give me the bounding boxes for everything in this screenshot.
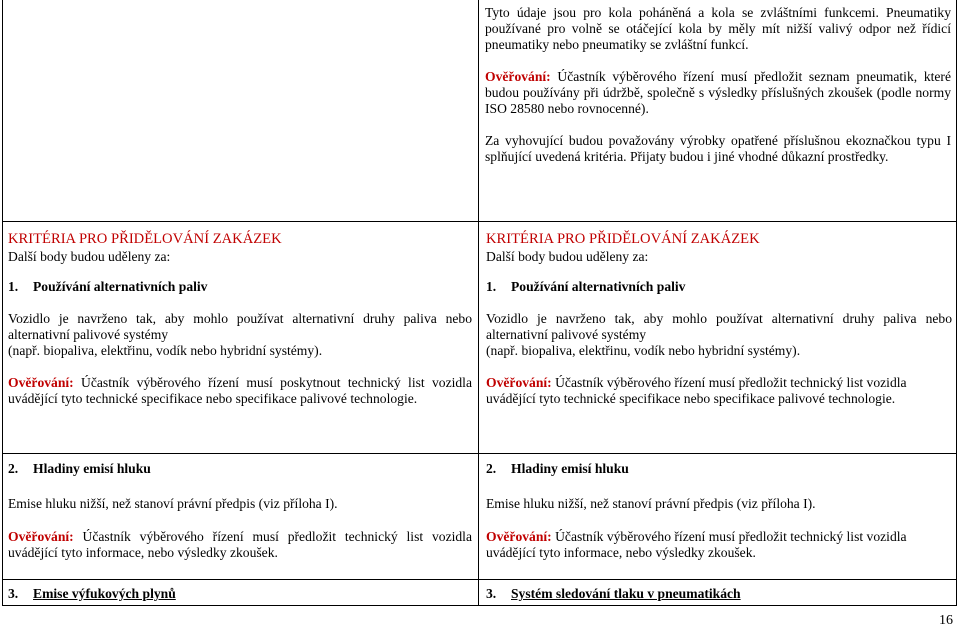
- verification-text: Účastník výběrového řízení musí předložit seznam pneumatik, které budou používány při údržbě, společně s výsledky příslušných zkoušek (podle normy ISO 28580 nebo rovnocenné).: [485, 69, 951, 116]
- table-row-divider-1: [2, 221, 957, 222]
- tyre-intro-text: Tyto údaje jsou pro kola poháněná a kola se zvláštními funkcemi. Pneumatiky používané pro volně se otáčející kola by měly mít nižší valivý odpor než řídicí pneumatiky nebo pneumatiky se zvláštní funkcí.: [485, 5, 951, 52]
- table-border-right: [956, 0, 957, 606]
- section-2-title: 2. Hladiny emisí hluku: [8, 461, 151, 476]
- section-1-verification: Ověřování: Účastník výběrového řízení musí předložit technický list vozidla uvádějící tyto technické specifikace nebo specifikace palivové technologie.: [486, 375, 907, 406]
- section-1-title: 1. Používání alternativních paliv: [8, 279, 208, 294]
- verification-label: Ověřování:: [485, 69, 551, 84]
- page-number: 16: [939, 613, 953, 628]
- section-1-text: Vozidlo je navrženo tak, aby mohlo používat alternativní druhy paliva nebo alternativní palivové systémy (např. biopaliva, elektřinu, vodík nebo hybridní systémy).: [8, 311, 472, 358]
- table-border-bottom: [2, 605, 957, 606]
- table-row-divider-2: [2, 453, 957, 454]
- tyre-verification-paragraph: [485, 69, 951, 117]
- section-1-text: Vozidlo je navrženo tak, aby mohlo používat alternativní druhy paliva nebo alternativní palivové systémy (např. biopaliva, elektřinu, vodík nebo hybridní systémy).: [486, 311, 952, 358]
- section-1-title: 1. Používání alternativních paliv: [486, 279, 686, 294]
- criteria-subheading: Další body budou uděleny za:: [8, 249, 171, 264]
- criteria-heading: KRITÉRIA PRO PŘIDĚLOVÁNÍ ZAKÁZEK: [486, 231, 760, 247]
- section-3-title: 3. Emise výfukových plynů: [8, 586, 176, 601]
- top-right-cell: [485, 5, 951, 165]
- table-border-left: [2, 0, 3, 606]
- section-2-text: Emise hluku nižší, než stanoví právní předpis (viz příloha I).: [486, 496, 816, 511]
- ecolabel-text: Za vyhovující budou považovány výrobky opatřené příslušnou ekoznačkou typu I splňující uvedená kritéria. Přijaty budou i jiné vhodné důkazní prostředky.: [485, 133, 951, 164]
- right-award-criteria: [486, 231, 952, 601]
- table-border-middle: [478, 0, 479, 606]
- section-2-verification: Ověřování: Účastník výběrového řízení musí předložit technický list vozidla uvádějící tyto informace, nebo výsledky zkoušek.: [486, 529, 907, 560]
- section-2-text: Emise hluku nižší, než stanoví právní předpis (viz příloha I).: [8, 496, 338, 511]
- criteria-subheading: Další body budou uděleny za:: [486, 249, 649, 264]
- table-row-divider-3: [2, 579, 957, 580]
- section-2-verification: Ověřování: Účastník výběrového řízení musí předložit technický list vozidla uvádějící tyto informace, nebo výsledky zkoušek.: [8, 529, 472, 560]
- criteria-heading: KRITÉRIA PRO PŘIDĚLOVÁNÍ ZAKÁZEK: [8, 231, 282, 247]
- section-2-title: 2. Hladiny emisí hluku: [486, 461, 629, 476]
- section-3-title: 3. Systém sledování tlaku v pneumatikách: [486, 586, 741, 601]
- left-award-criteria: [8, 231, 472, 601]
- section-1-verification: Ověřování: Účastník výběrového řízení musí poskytnout technický list vozidla uvádějící tyto technické specifikace nebo specifikace palivové technologie.: [8, 375, 472, 406]
